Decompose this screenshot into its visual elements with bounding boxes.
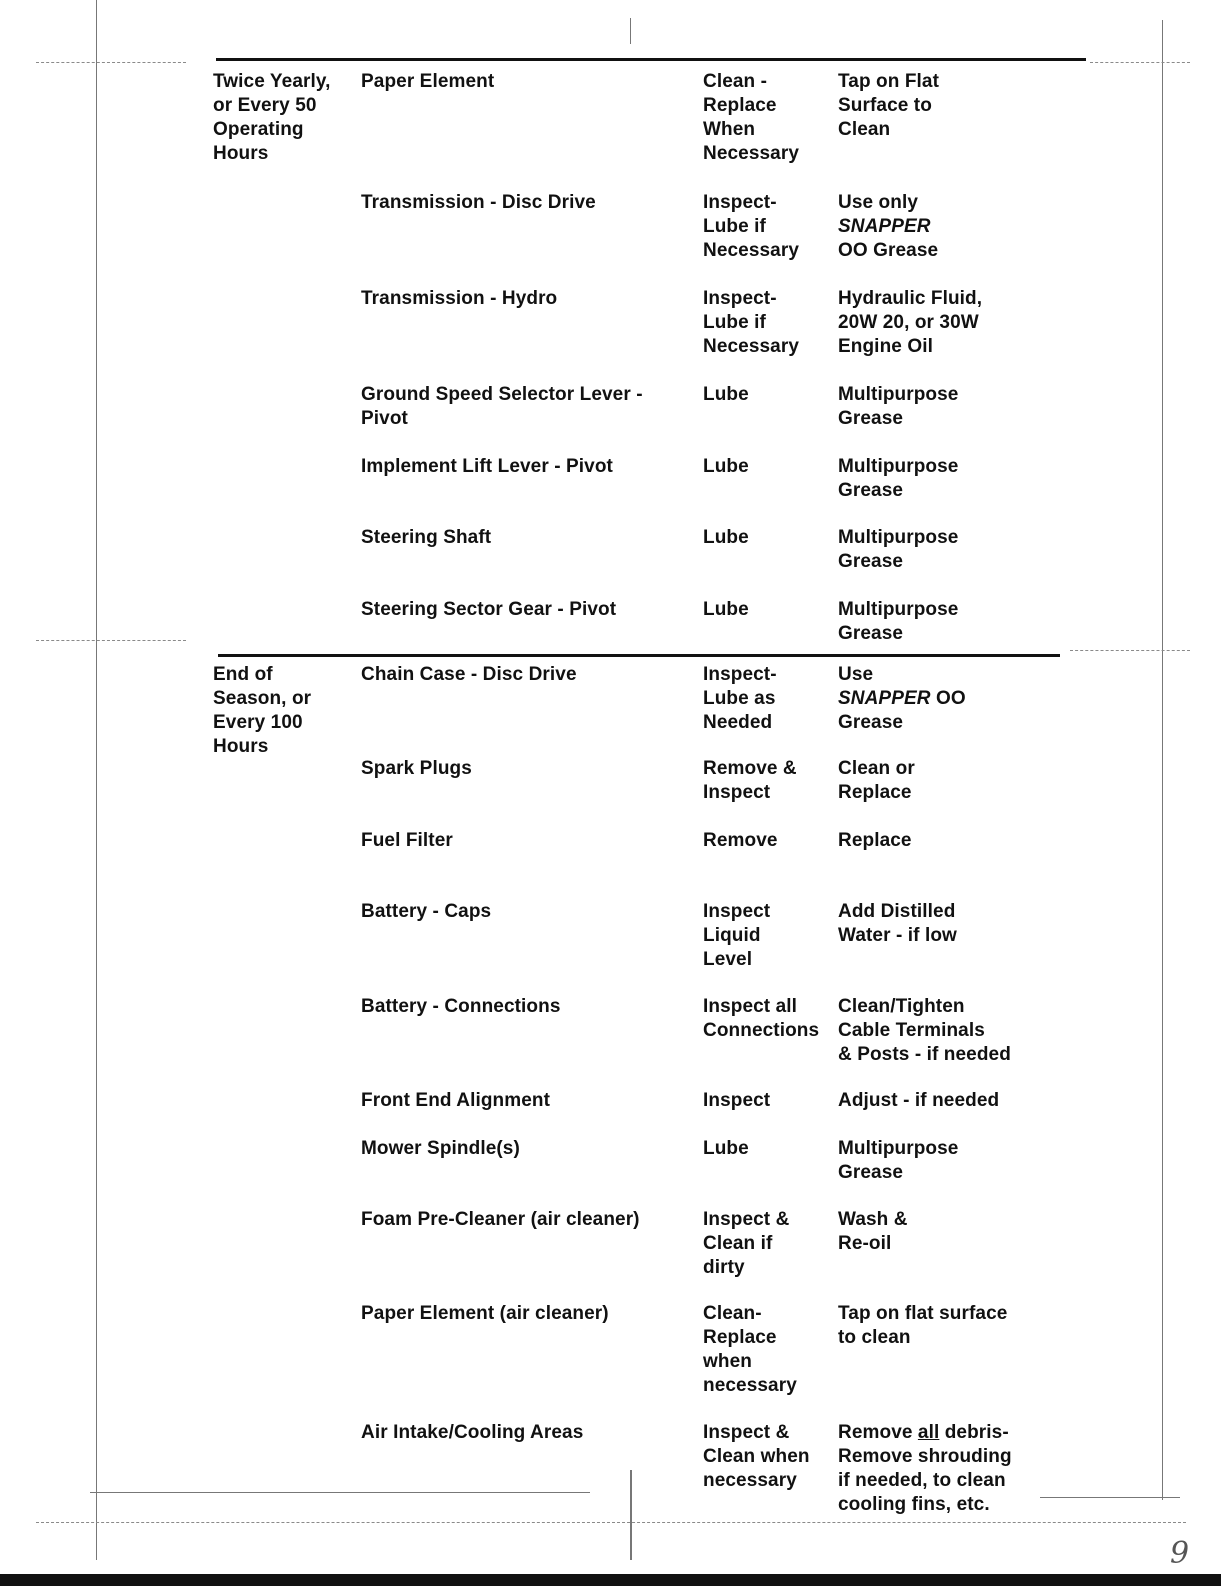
note-paper-element: Tap on Flat Surface to Clean [838, 71, 940, 140]
note-paper-element-air-cleaner: Tap on flat surface to clean [838, 1303, 1008, 1348]
component-spark-plugs: Spark Plugs [361, 758, 472, 779]
handwritten-page-number: 9 [1170, 1536, 1190, 1571]
note-battery-connections: Clean/Tighten Cable Terminals & Posts - if needed [838, 996, 1011, 1065]
action-implement-lift-lever: Lube [703, 456, 749, 477]
component-steering-sector-gear: Steering Sector Gear - Pivot [361, 599, 617, 620]
component-paper-element-air-cleaner: Paper Element (air cleaner) [361, 1303, 609, 1324]
note-transmission-disc: Use only SNAPPER OO Grease [838, 192, 939, 261]
crop-dash-mid-left [36, 640, 186, 641]
component-air-intake: Air Intake/Cooling Areas [361, 1422, 584, 1443]
crop-dash-top-left [36, 62, 186, 63]
frame-line-left [96, 0, 97, 1560]
note-implement-lift-lever: Multipurpose Grease [838, 456, 959, 501]
note-steering-shaft: Multipurpose Grease [838, 527, 959, 572]
component-battery-connections: Battery - Connections [361, 996, 561, 1017]
center-mark-top [630, 18, 631, 44]
component-ground-speed-lever: Ground Speed Selector Lever - Pivot [361, 384, 643, 429]
note-foam-pre-cleaner: Wash & Re-oil [838, 1209, 908, 1254]
crop-dash-mid-right [1070, 650, 1190, 651]
action-foam-pre-cleaner: Inspect & Clean if dirty [703, 1209, 790, 1278]
action-paper-element-air-cleaner: Clean- Replace when necessary [703, 1303, 797, 1396]
note-ground-speed-lever: Multipurpose Grease [838, 384, 959, 429]
note-transmission-hydro: Hydraulic Fluid, 20W 20, or 30W Engine Oil [838, 288, 983, 357]
note-front-end-alignment: Adjust - if needed [838, 1090, 1000, 1111]
action-transmission-hydro: Inspect- Lube if Necessary [703, 288, 799, 357]
action-mower-spindles: Lube [703, 1138, 749, 1159]
section-divider-rule [218, 654, 1060, 657]
interval-label-100-hours: End of Season, or Every 100 Hours [213, 664, 312, 757]
component-transmission-hydro: Transmission - Hydro [361, 288, 558, 309]
component-implement-lift-lever: Implement Lift Lever - Pivot [361, 456, 613, 477]
action-chain-case: Inspect- Lube as Needed [703, 664, 777, 733]
note-chain-case: Use SNAPPER OO Grease [838, 664, 966, 733]
component-paper-element: Paper Element [361, 71, 495, 92]
scan-bottom-edge [0, 1574, 1221, 1586]
table-top-rule [216, 58, 1086, 61]
component-transmission-disc: Transmission - Disc Drive [361, 192, 596, 213]
component-steering-shaft: Steering Shaft [361, 527, 492, 548]
action-paper-element: Clean - Replace When Necessary [703, 71, 799, 164]
note-steering-sector-gear: Multipurpose Grease [838, 599, 959, 644]
note-battery-caps: Add Distilled Water - if low [838, 901, 957, 946]
component-front-end-alignment: Front End Alignment [361, 1090, 551, 1111]
component-chain-case: Chain Case - Disc Drive [361, 664, 577, 685]
component-fuel-filter: Fuel Filter [361, 830, 453, 851]
action-front-end-alignment: Inspect [703, 1090, 771, 1111]
note-mower-spindles: Multipurpose Grease [838, 1138, 959, 1183]
component-battery-caps: Battery - Caps [361, 901, 492, 922]
action-battery-connections: Inspect all Connections [703, 996, 820, 1041]
crop-dash-top-right [1090, 62, 1190, 63]
crop-line-bottom [90, 1492, 590, 1493]
component-mower-spindles: Mower Spindle(s) [361, 1138, 520, 1159]
note-air-intake: Remove all debris- Remove shrouding if needed, to clean cooling fins, etc. [838, 1422, 1012, 1515]
action-steering-sector-gear: Lube [703, 599, 749, 620]
action-battery-caps: Inspect Liquid Level [703, 901, 771, 970]
brand-snapper: SNAPPER [838, 216, 931, 237]
action-air-intake: Inspect & Clean when necessary [703, 1422, 810, 1491]
action-spark-plugs: Remove & Inspect [703, 758, 797, 803]
center-mark-bottom [630, 1470, 632, 1560]
crop-dash-bottom [36, 1522, 1186, 1523]
action-steering-shaft: Lube [703, 527, 749, 548]
note-fuel-filter: Replace [838, 830, 912, 851]
note-spark-plugs: Clean or Replace [838, 758, 915, 803]
brand-snapper: SNAPPER [838, 688, 931, 709]
action-ground-speed-lever: Lube [703, 384, 749, 405]
action-fuel-filter: Remove [703, 830, 778, 851]
frame-line-right [1162, 20, 1163, 1500]
component-foam-pre-cleaner: Foam Pre-Cleaner (air cleaner) [361, 1209, 640, 1230]
crop-line-bottom-right [1040, 1497, 1180, 1498]
action-transmission-disc: Inspect- Lube if Necessary [703, 192, 799, 261]
interval-label-50-hours: Twice Yearly, or Every 50 Operating Hours [213, 71, 331, 164]
